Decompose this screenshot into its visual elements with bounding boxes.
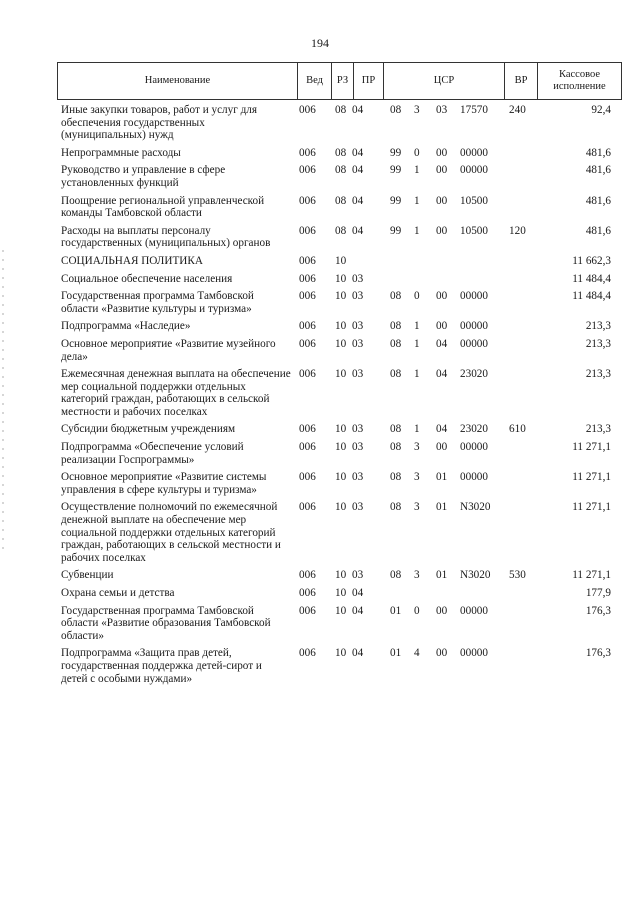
cell-pr: 04 (352, 146, 364, 159)
cell-amount: 481,6 (585, 146, 611, 159)
cell-amount: 213,3 (585, 337, 611, 350)
cell-name: Субсидии бюджетным учреждениям (61, 423, 236, 436)
cell-csr-code: 17570 (460, 104, 488, 116)
cell-rz: 10 (335, 441, 347, 454)
cell-vr: 610 (509, 423, 526, 436)
cell-csr-code: 00000 (460, 290, 488, 303)
cell-csr-program: 08 (390, 337, 402, 350)
cell-csr-program: 99 (390, 164, 402, 177)
cell-vr: 240 (509, 104, 526, 116)
cell-csr-subprogram: 3 (414, 104, 420, 116)
cell-name: СОЦИАЛЬНАЯ ПОЛИТИКА (61, 254, 203, 267)
cell-csr-program: 01 (390, 647, 402, 660)
cell-name: Подпрограмма «Обеспечение условий реализации Госпрограммы» (61, 441, 244, 466)
cell-amount: 11 662,3 (572, 254, 611, 267)
cell-amount: 92,4 (591, 104, 611, 116)
cell-csr-code: N3020 (460, 501, 491, 514)
cell-csr-event: 03 (436, 104, 448, 116)
table-row (0, 647, 640, 690)
cell-ved: 006 (299, 368, 316, 381)
cell-amount: 11 271,1 (572, 569, 611, 582)
cell-csr-subprogram: 1 (414, 337, 420, 350)
cell-csr-subprogram: 1 (414, 423, 420, 436)
cell-csr-subprogram: 0 (414, 604, 420, 617)
cell-csr-subprogram: 4 (414, 647, 420, 660)
cell-amount: 11 271,1 (572, 471, 611, 484)
cell-csr-program: 08 (390, 320, 402, 333)
cell-csr-program: 08 (390, 104, 402, 116)
cell-csr-program: 01 (390, 604, 402, 617)
cell-amount: 481,6 (585, 194, 611, 207)
cell-csr-subprogram: 3 (414, 501, 420, 514)
cell-csr-event: 00 (436, 290, 448, 303)
cell-csr-subprogram: 1 (414, 320, 420, 333)
cell-rz: 10 (335, 501, 347, 514)
cell-rz: 10 (335, 320, 347, 333)
cell-csr-event: 00 (436, 146, 448, 159)
cell-pr: 03 (352, 441, 364, 454)
cell-amount: 481,6 (585, 164, 611, 177)
cell-csr-subprogram: 1 (414, 194, 420, 207)
cell-rz: 10 (335, 272, 347, 285)
cell-ved: 006 (299, 604, 316, 617)
cell-rz: 10 (335, 569, 347, 582)
cell-name: Осуществление полномочий по ежемесячной денежной выплате на обеспечение мер социальной поддержки отдельных категорий граждан, работающих в сельской местности и рабочих поселках (61, 501, 281, 564)
cell-ved: 006 (299, 423, 316, 436)
cell-csr-code: 10500 (460, 224, 488, 237)
table-row (0, 423, 640, 441)
cell-name: Поощрение региональной управленческой команды Тамбовской области (61, 194, 265, 220)
cell-csr-event: 00 (436, 194, 448, 207)
cell-csr-code: 00000 (460, 471, 488, 484)
table-row (0, 195, 640, 225)
cell-amount: 481,6 (585, 224, 611, 237)
cell-amount: 11 271,1 (572, 441, 611, 454)
table-row (0, 147, 640, 165)
cell-rz: 10 (335, 471, 347, 484)
cell-csr-code: 10500 (460, 194, 488, 207)
cell-csr-program: 08 (390, 368, 402, 381)
cell-csr-subprogram: 3 (414, 569, 420, 582)
cell-csr-program: 99 (390, 146, 402, 159)
cell-name: Иные закупки товаров, работ и услуг для обеспечения государственных (муниципальных) нужд (61, 104, 258, 142)
cell-csr-code: 00000 (460, 320, 488, 333)
cell-rz: 08 (335, 104, 347, 116)
cell-csr-code: 23020 (460, 368, 488, 381)
cell-vr: 530 (509, 569, 526, 582)
cell-rz: 10 (335, 647, 347, 660)
cell-csr-code: 00000 (460, 146, 488, 159)
header-rz: РЗ (332, 63, 354, 99)
cell-name: Подпрограмма «Защита прав детей, государственная поддержка детей-сирот и детей с особыми нуждами» (61, 647, 262, 685)
cell-csr-code: 00000 (460, 441, 488, 454)
table-row (0, 164, 640, 194)
cell-name: Субвенции (61, 569, 114, 582)
header-amount: Кассовое исполнение (553, 69, 606, 92)
cell-csr-program: 08 (390, 423, 402, 436)
cell-csr-event: 01 (436, 501, 448, 514)
cell-csr-event: 00 (436, 441, 448, 454)
table-row (0, 441, 640, 471)
cell-amount: 176,3 (585, 604, 611, 617)
cell-name: Подпрограмма «Наследие» (61, 320, 191, 333)
cell-pr: 03 (352, 569, 364, 582)
cell-ved: 006 (299, 164, 316, 177)
cell-pr: 03 (352, 368, 364, 381)
cell-csr-code: 00000 (460, 164, 488, 177)
cell-csr-subprogram: 1 (414, 224, 420, 237)
cell-csr-program: 08 (390, 501, 402, 514)
cell-rz: 10 (335, 587, 347, 599)
cell-ved: 006 (299, 569, 316, 582)
cell-rz: 10 (335, 604, 347, 617)
cell-csr-event: 00 (436, 647, 448, 660)
cell-csr-event: 01 (436, 569, 448, 582)
cell-name: Государственная программа Тамбовской области «Развитие культуры и туризма» (61, 290, 254, 315)
cell-rz: 08 (335, 224, 347, 237)
cell-name: Государственная программа Тамбовской области «Развитие образования Тамбовской области» (61, 604, 271, 642)
cell-pr: 03 (352, 290, 364, 303)
cell-ved: 006 (299, 290, 316, 303)
cell-csr-subprogram: 1 (414, 368, 420, 381)
cell-csr-subprogram: 0 (414, 290, 420, 303)
cell-amount: 213,3 (585, 423, 611, 436)
header-csr: ЦСР (384, 63, 505, 99)
table-row (0, 368, 640, 423)
cell-csr-event: 01 (436, 471, 448, 484)
cell-csr-code: N3020 (460, 569, 491, 582)
cell-pr: 04 (352, 224, 364, 237)
cell-pr: 04 (352, 604, 364, 617)
cell-csr-program: 99 (390, 194, 402, 207)
cell-rz: 08 (335, 164, 347, 177)
cell-name: Социальное обеспечение населения (61, 272, 233, 285)
cell-pr: 03 (352, 501, 364, 514)
cell-csr-event: 00 (436, 164, 448, 177)
cell-csr-program: 08 (390, 441, 402, 454)
table-row (0, 338, 640, 368)
cell-ved: 006 (299, 501, 316, 514)
cell-ved: 006 (299, 254, 316, 267)
cell-amount: 11 271,1 (572, 501, 611, 514)
cell-ved: 006 (299, 337, 316, 350)
header-vr: ВР (505, 63, 538, 99)
cell-csr-event: 04 (436, 337, 448, 350)
cell-csr-subprogram: 3 (414, 471, 420, 484)
cell-csr-event: 00 (436, 320, 448, 333)
cell-ved: 006 (299, 224, 316, 237)
table-row (0, 104, 640, 147)
cell-amount: 11 484,4 (572, 272, 611, 285)
table-row (0, 320, 640, 338)
cell-ved: 006 (299, 587, 316, 599)
cell-ved: 006 (299, 272, 316, 285)
cell-csr-code: 23020 (460, 423, 488, 436)
header-ved: Вед (298, 63, 332, 99)
table-row (0, 471, 640, 501)
binding-marks (2, 250, 4, 550)
table-row (0, 255, 640, 273)
cell-name: Основное мероприятие «Развитие музейного дела» (61, 337, 276, 363)
table-row (0, 605, 640, 648)
cell-rz: 10 (335, 254, 347, 267)
table-body (0, 104, 640, 690)
cell-ved: 006 (299, 441, 316, 454)
cell-amount: 213,3 (585, 368, 611, 381)
cell-pr: 03 (352, 272, 364, 285)
cell-csr-program: 99 (390, 224, 402, 237)
cell-rz: 10 (335, 368, 347, 381)
cell-csr-event: 00 (436, 604, 448, 617)
cell-ved: 006 (299, 471, 316, 484)
cell-pr: 03 (352, 320, 364, 333)
cell-vr: 120 (509, 224, 526, 237)
cell-csr-subprogram: 0 (414, 146, 420, 159)
cell-name: Непрограммные расходы (61, 146, 181, 159)
cell-csr-subprogram: 3 (414, 441, 420, 454)
cell-ved: 006 (299, 146, 316, 159)
cell-amount: 11 484,4 (572, 290, 611, 303)
cell-pr: 03 (352, 423, 364, 436)
cell-csr-event: 00 (436, 224, 448, 237)
cell-pr: 04 (352, 587, 364, 599)
cell-name: Расходы на выплаты персоналу государственных (муниципальных) органов (61, 224, 271, 250)
cell-csr-subprogram: 1 (414, 164, 420, 177)
cell-name: Охрана семьи и детства (61, 587, 175, 599)
cell-pr: 03 (352, 471, 364, 484)
cell-ved: 006 (299, 194, 316, 207)
cell-csr-program: 08 (390, 290, 402, 303)
cell-pr: 04 (352, 104, 364, 116)
cell-rz: 08 (335, 146, 347, 159)
cell-name: Основное мероприятие «Развитие системы управления в сфере культуры и туризма» (61, 471, 267, 496)
cell-pr: 04 (352, 647, 364, 660)
table-row (0, 501, 640, 569)
table-row (0, 587, 640, 605)
cell-csr-event: 04 (436, 423, 448, 436)
page-number: 194 (311, 36, 329, 50)
cell-csr-program: 08 (390, 471, 402, 484)
cell-csr-code: 00000 (460, 337, 488, 350)
table-row (0, 569, 640, 587)
cell-name: Руководство и управление в сфере установленных функций (61, 164, 226, 189)
table-row (0, 290, 640, 320)
cell-amount: 176,3 (585, 647, 611, 660)
cell-csr-event: 04 (436, 368, 448, 381)
cell-rz: 08 (335, 194, 347, 207)
table-row (0, 273, 640, 291)
header-name: Наименование (58, 63, 298, 99)
cell-amount: 177,9 (585, 587, 611, 599)
table-header (57, 62, 622, 100)
cell-pr: 04 (352, 194, 364, 207)
cell-csr-code: 00000 (460, 604, 488, 617)
cell-ved: 006 (299, 320, 316, 333)
cell-amount: 213,3 (585, 320, 611, 333)
cell-rz: 10 (335, 290, 347, 303)
cell-rz: 10 (335, 423, 347, 436)
header-pr: ПР (354, 63, 384, 99)
cell-csr-code: 00000 (460, 647, 488, 660)
cell-rz: 10 (335, 337, 347, 350)
table-row (0, 225, 640, 255)
cell-name: Ежемесячная денежная выплата на обеспечение мер социальной поддержки отдельных категорий граждан, работающих в сельской местности и рабочих поселках (61, 368, 291, 418)
cell-ved: 006 (299, 104, 316, 116)
cell-pr: 04 (352, 164, 364, 177)
cell-ved: 006 (299, 647, 316, 660)
cell-pr: 03 (352, 337, 364, 350)
cell-csr-program: 08 (390, 569, 402, 582)
